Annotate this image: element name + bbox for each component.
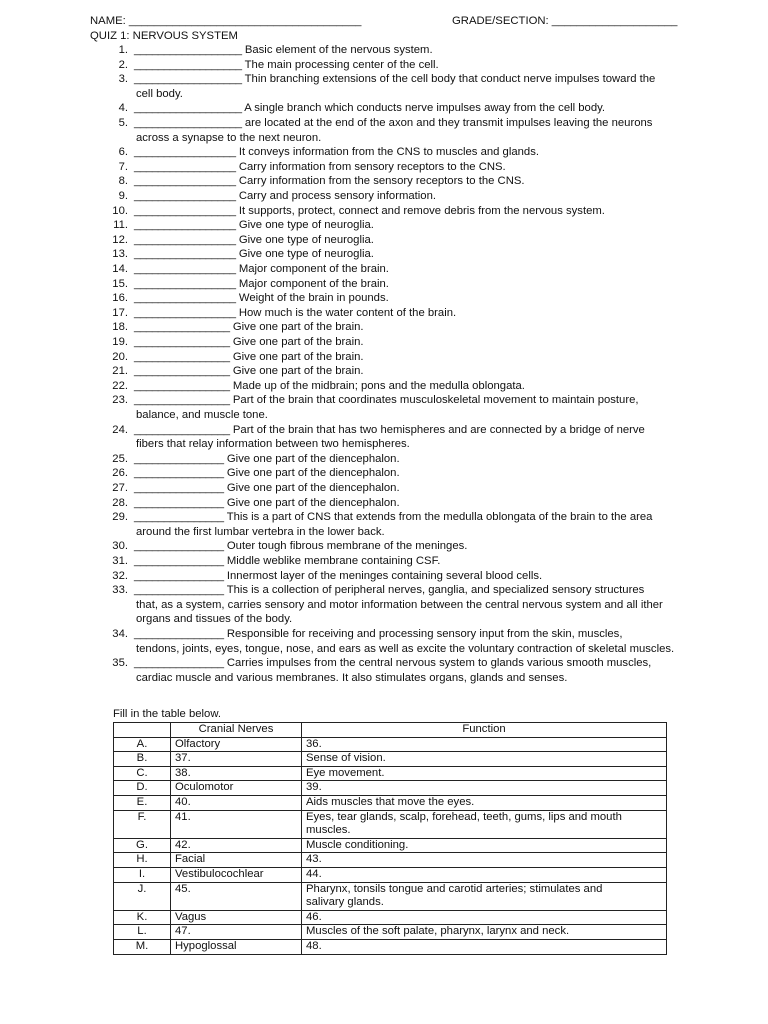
answer-blank[interactable]: _________________ xyxy=(134,306,236,319)
table-row xyxy=(114,925,667,940)
question-text xyxy=(134,350,364,365)
nerve-answer-blank[interactable]: 41. xyxy=(171,810,302,838)
question-text xyxy=(134,627,622,642)
answer-blank[interactable]: _______________ xyxy=(134,467,224,480)
question-prompt: Give one part of the brain. xyxy=(232,336,364,348)
answer-blank[interactable]: __________________ xyxy=(134,73,242,86)
question-prompt: Major component of the brain. xyxy=(238,277,389,290)
question-prompt: Give one part of the brain. xyxy=(232,321,364,334)
question-number: 17. xyxy=(112,306,128,319)
question-number: 19. xyxy=(112,336,128,348)
question-text xyxy=(134,160,506,175)
answer-blank[interactable]: _______________ xyxy=(134,584,224,597)
question-number: 12. xyxy=(112,233,128,246)
question-text xyxy=(134,247,374,262)
question-text xyxy=(134,466,400,481)
answer-blank[interactable]: _______________ xyxy=(134,482,224,494)
function-line: Eye movement. xyxy=(306,766,385,779)
question-text xyxy=(134,496,400,511)
question-number: 8. xyxy=(118,175,128,188)
question-text xyxy=(134,116,652,131)
question-text xyxy=(134,306,456,321)
header-cranial-nerves: Cranial Nerves xyxy=(171,723,302,738)
nerve-answer-blank[interactable]: 38. xyxy=(171,766,302,781)
question-prompt: A single branch which conducts nerve impulses away from the cell body. xyxy=(244,102,606,115)
question-number: 28. xyxy=(112,496,128,509)
answer-blank[interactable]: ________________ xyxy=(134,350,230,363)
question-text xyxy=(134,539,467,554)
question-continuation: cardiac muscle and various membranes. It also stimulates organs, glands and senses. xyxy=(136,671,568,684)
question-prompt: Carries impulses from the central nervous system to glands various smooth muscles, xyxy=(226,657,652,670)
question-text xyxy=(134,481,400,496)
question-text xyxy=(134,72,655,87)
question-prompt: Give one type of neuroglia. xyxy=(238,219,374,232)
question-number: 6. xyxy=(118,146,128,159)
row-letter: G. xyxy=(114,838,171,853)
answer-blank[interactable]: _________________ xyxy=(134,292,236,305)
question-text xyxy=(134,189,436,204)
function-line: salivary glands. xyxy=(306,896,384,909)
question-text xyxy=(134,423,645,438)
answer-blank[interactable]: ________________ xyxy=(134,379,230,392)
table-row xyxy=(114,882,667,910)
question-text xyxy=(134,393,639,408)
question-number: 11. xyxy=(113,219,128,232)
grade-section-field-label: GRADE/SECTION: ____________________ xyxy=(452,15,678,27)
nerve-answer-blank[interactable]: 45. xyxy=(171,882,302,910)
question-prompt: This is a part of CNS that extends from the medulla oblongata of the brain to the area xyxy=(226,511,653,524)
question-prompt: Give one part of the diencephalon. xyxy=(226,482,400,494)
question-text xyxy=(134,101,605,116)
question-prompt: Middle weblike membrane containing CSF. xyxy=(226,555,441,567)
function-line: muscles. xyxy=(306,824,351,837)
question-text xyxy=(134,510,652,525)
answer-blank[interactable]: _______________ xyxy=(134,657,224,670)
function-line: 36. xyxy=(306,737,322,750)
question-number: 20. xyxy=(112,350,128,363)
question-number: 14. xyxy=(112,263,128,275)
question-text xyxy=(134,43,433,58)
question-continuation: balance, and muscle tone. xyxy=(136,409,268,421)
question-number: 29. xyxy=(112,511,128,524)
question-number: 13. xyxy=(112,248,128,261)
question-prompt: Give one part of the diencephalon. xyxy=(226,467,400,480)
function-text xyxy=(302,810,667,838)
table-row xyxy=(114,910,667,925)
question-prompt: Give one part of the diencephalon. xyxy=(226,452,400,465)
row-letter: J. xyxy=(114,882,171,910)
function-line: Muscle conditioning. xyxy=(306,838,409,851)
question-prompt: How much is the water content of the brain. xyxy=(238,306,457,319)
question-text xyxy=(134,262,389,277)
question-prompt: This is a collection of peripheral nerves, ganglia, and specialized sensory structures xyxy=(226,584,645,597)
function-answer-blank[interactable] xyxy=(302,867,667,882)
question-text xyxy=(134,145,539,160)
answer-blank[interactable]: ________________ xyxy=(134,321,230,334)
row-letter: C. xyxy=(114,766,171,781)
nerve-name: Vagus xyxy=(171,910,302,925)
nerve-answer-blank[interactable]: 37. xyxy=(171,752,302,767)
nerve-name: Olfactory xyxy=(171,737,302,752)
function-line: 48. xyxy=(306,939,322,952)
question-continuation: around the first lumbar vertebra in the lower back. xyxy=(136,525,385,538)
table-row xyxy=(114,853,667,868)
row-letter: D. xyxy=(114,781,171,796)
question-number: 22. xyxy=(112,379,128,392)
question-prompt: Thin branching extensions of the cell body that conduct nerve impulses toward the xyxy=(244,73,656,86)
function-line: Muscles of the soft palate, pharynx, larynx and neck. xyxy=(306,925,570,938)
table-row xyxy=(114,867,667,882)
function-line: 44. xyxy=(306,867,322,880)
question-text xyxy=(134,554,440,569)
question-text xyxy=(134,204,605,219)
table-row xyxy=(114,766,667,781)
question-prompt: Basic element of the nervous system. xyxy=(244,44,433,56)
question-number: 35. xyxy=(112,657,128,670)
question-number: 16. xyxy=(112,292,128,305)
row-letter: B. xyxy=(114,752,171,767)
answer-blank[interactable]: _________________ xyxy=(134,233,236,246)
question-text xyxy=(134,174,525,189)
answer-blank[interactable]: _________________ xyxy=(134,204,236,217)
question-text xyxy=(134,218,374,233)
row-letter: H. xyxy=(114,853,171,868)
function-line: Sense of vision. xyxy=(306,752,386,765)
question-prompt: Innermost layer of the meninges containing several blood cells. xyxy=(226,569,543,582)
function-line: Pharynx, tonsils tongue and carotid arteries; stimulates and xyxy=(306,882,603,895)
row-letter: M. xyxy=(114,939,171,954)
table-row xyxy=(114,752,667,767)
answer-blank[interactable]: ________________ xyxy=(134,423,230,436)
question-prompt: Give one part of the diencephalon. xyxy=(226,496,400,509)
row-letter: I. xyxy=(114,867,171,882)
answer-blank[interactable]: _________________ xyxy=(134,146,236,159)
nerve-answer-blank[interactable]: 40. xyxy=(171,795,302,810)
question-text xyxy=(134,379,525,394)
table-instructions: Fill in the table below. xyxy=(113,708,222,720)
question-text xyxy=(134,58,439,73)
function-answer-blank[interactable] xyxy=(302,910,667,925)
question-text xyxy=(134,277,389,292)
header-letter-cell xyxy=(114,723,171,738)
question-number: 24. xyxy=(112,423,128,436)
function-text xyxy=(302,752,667,767)
nerve-name: Oculomotor xyxy=(171,781,302,796)
answer-blank[interactable]: _______________ xyxy=(134,628,224,640)
question-number: 27. xyxy=(112,482,128,494)
question-number: 5. xyxy=(118,117,128,129)
answer-blank[interactable]: __________________ xyxy=(134,58,242,71)
question-prompt: Give one type of neuroglia. xyxy=(238,248,374,261)
function-answer-blank[interactable] xyxy=(302,781,667,796)
answer-blank[interactable]: ________________ xyxy=(134,394,230,407)
function-line: 43. xyxy=(306,853,322,866)
function-text xyxy=(302,882,667,910)
nerve-name: Hypoglossal xyxy=(171,939,302,954)
question-number: 21. xyxy=(112,365,128,378)
question-number: 1. xyxy=(118,44,128,56)
nerve-name: Vestibulocochlear xyxy=(171,867,302,882)
function-text xyxy=(302,795,667,810)
question-prompt: Give one type of neuroglia. xyxy=(238,233,374,246)
table-row xyxy=(114,737,667,752)
question-prompt: Part of the brain that coordinates musculoskeletal movement to maintain posture, xyxy=(232,394,639,407)
question-text xyxy=(134,335,364,350)
function-answer-blank[interactable] xyxy=(302,737,667,752)
question-number: 15. xyxy=(112,277,128,290)
question-text xyxy=(134,452,400,467)
question-prompt: Carry and process sensory information. xyxy=(238,190,437,202)
answer-blank[interactable]: __________________ xyxy=(134,117,242,129)
answer-blank[interactable]: __________________ xyxy=(134,102,242,115)
nerve-answer-blank[interactable]: 47. xyxy=(171,925,302,940)
question-prompt: are located at the end of the axon and they transmit impulses leaving the neurons xyxy=(244,117,653,129)
question-text xyxy=(134,583,644,598)
table-header-row xyxy=(114,723,667,738)
table-row xyxy=(114,838,667,853)
question-number: 18. xyxy=(112,321,128,334)
question-number: 4. xyxy=(118,102,128,115)
function-line: Aids muscles that move the eyes. xyxy=(306,795,475,808)
cranial-nerves-table xyxy=(113,722,667,955)
question-number: 3. xyxy=(118,73,128,86)
row-letter: L. xyxy=(114,925,171,940)
question-prompt: Major component of the brain. xyxy=(238,263,389,275)
answer-blank[interactable]: _______________ xyxy=(134,496,224,509)
question-prompt: It supports, protect, connect and remove debris from the nervous system. xyxy=(238,204,605,217)
table-row xyxy=(114,795,667,810)
answer-blank[interactable]: _________________ xyxy=(134,263,236,275)
question-prompt: Give one part of the brain. xyxy=(232,350,364,363)
question-continuation: cell body. xyxy=(136,87,183,100)
function-text xyxy=(302,838,667,853)
question-text xyxy=(134,291,389,306)
question-number: 7. xyxy=(118,160,128,173)
question-continuation: that, as a system, carries sensory and motor information between the central nervous system and all ither xyxy=(136,598,663,611)
answer-blank[interactable]: _______________ xyxy=(134,569,224,582)
question-number: 26. xyxy=(112,467,128,480)
answer-blank[interactable]: _________________ xyxy=(134,175,236,188)
question-prompt: Weight of the brain in pounds. xyxy=(238,292,389,305)
nerve-answer-blank[interactable]: 42. xyxy=(171,838,302,853)
question-continuation: organs and tissues of the body. xyxy=(136,613,293,626)
answer-blank[interactable]: _______________ xyxy=(134,511,224,524)
question-number: 32. xyxy=(112,569,128,582)
question-number: 25. xyxy=(112,452,128,465)
question-number: 9. xyxy=(118,190,128,202)
question-continuation: tendons, joints, eyes, tongue, nose, and ears as well as excite the voluntary contraction of skeletal muscles. xyxy=(136,642,675,655)
question-prompt: Part of the brain that has two hemispheres and are connected by a bridge of nerve xyxy=(232,423,645,436)
answer-blank[interactable]: ________________ xyxy=(134,365,230,378)
question-prompt: The main processing center of the cell. xyxy=(244,58,439,71)
function-answer-blank[interactable] xyxy=(302,939,667,954)
row-letter: K. xyxy=(114,910,171,925)
question-prompt: Responsible for receiving and processing sensory input from the skin, muscles, xyxy=(226,628,623,640)
function-line: Eyes, tear glands, scalp, forehead, teeth, gums, lips and mouth xyxy=(306,810,622,823)
question-number: 34. xyxy=(112,628,128,640)
answer-blank[interactable]: _______________ xyxy=(134,555,224,567)
function-text xyxy=(302,925,667,940)
answer-blank[interactable]: _______________ xyxy=(134,540,224,553)
function-line: 39. xyxy=(306,781,322,794)
nerve-name: Facial xyxy=(171,853,302,868)
question-number: 2. xyxy=(118,58,128,71)
function-text xyxy=(302,766,667,781)
header-function: Function xyxy=(302,723,667,738)
row-letter: E. xyxy=(114,795,171,810)
question-text xyxy=(134,233,374,248)
answer-blank[interactable]: _________________ xyxy=(134,248,236,261)
question-continuation: fibers that relay information between two hemispheres. xyxy=(136,438,410,451)
name-field-label: NAME: _____________________________________ xyxy=(90,15,362,27)
question-prompt: Carry information from the sensory receptors to the CNS. xyxy=(238,175,525,188)
question-prompt: Carry information from sensory receptors to the CNS. xyxy=(238,160,506,173)
answer-blank[interactable]: _________________ xyxy=(134,277,236,290)
question-number: 30. xyxy=(112,540,128,553)
answer-blank[interactable]: _______________ xyxy=(134,452,224,465)
row-letter: A. xyxy=(114,737,171,752)
question-prompt: Give one part of the brain. xyxy=(232,365,364,378)
question-text xyxy=(134,320,364,335)
answer-blank[interactable]: __________________ xyxy=(134,44,242,56)
function-line: 46. xyxy=(306,910,322,923)
question-number: 33. xyxy=(112,584,128,597)
question-number: 23. xyxy=(112,394,128,407)
answer-blank[interactable]: _________________ xyxy=(134,190,236,202)
question-text xyxy=(134,364,364,379)
question-prompt: Made up of the midbrain; pons and the medulla oblongata. xyxy=(232,379,525,392)
answer-blank[interactable]: ________________ xyxy=(134,336,230,348)
answer-blank[interactable]: _________________ xyxy=(134,219,236,232)
question-number: 31. xyxy=(112,555,128,567)
question-continuation: across a synapse to the next neuron. xyxy=(136,131,322,144)
question-prompt: Outer tough fibrous membrane of the meninges. xyxy=(226,540,468,553)
quiz-title: QUIZ 1: NERVOUS SYSTEM xyxy=(90,30,238,42)
table-row xyxy=(114,810,667,838)
table-row xyxy=(114,939,667,954)
row-letter: F. xyxy=(114,810,171,838)
answer-blank[interactable]: _________________ xyxy=(134,160,236,173)
question-number: 10. xyxy=(112,204,128,217)
question-prompt: It conveys information from the CNS to muscles and glands. xyxy=(238,146,539,159)
function-answer-blank[interactable] xyxy=(302,853,667,868)
table-row xyxy=(114,781,667,796)
question-text xyxy=(134,569,542,584)
question-text xyxy=(134,656,651,671)
